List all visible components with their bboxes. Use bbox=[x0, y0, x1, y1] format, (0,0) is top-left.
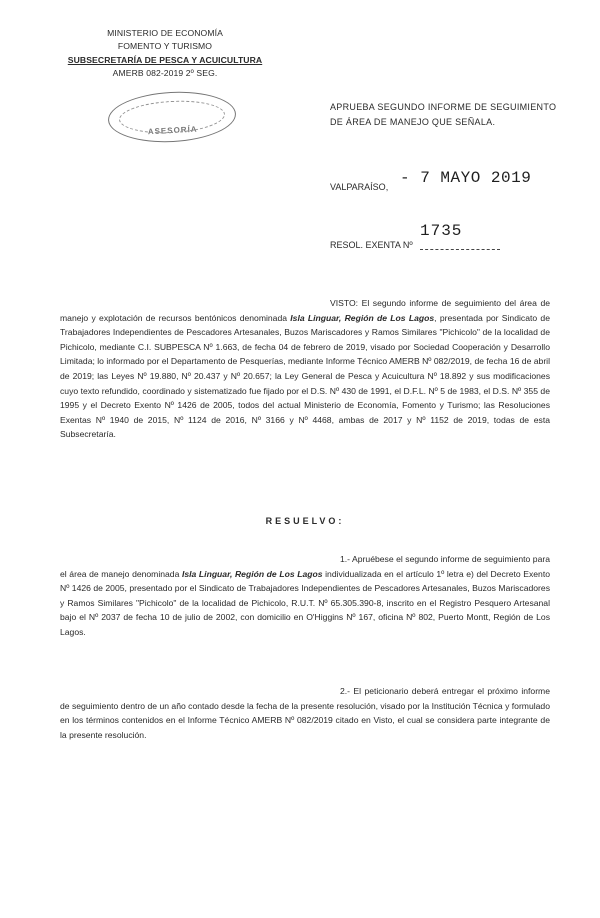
official-stamp bbox=[107, 89, 237, 146]
stamp-ring bbox=[118, 98, 226, 136]
article-2-body: 2.- El peticionario deberá entregar el próximo informe de seguimiento dentro de un año contado desde la fecha de la presente resolución, visado por la Institución Técnica y formulado en los términos contenidos en el Informe Técnico AMERB Nº 082/2019 citado en Visto, el cual se considera parte integrante de la presente resolución. bbox=[60, 686, 550, 740]
resolution-subject: APRUEBA SEGUNDO INFORME DE SEGUIMIENTO DE ÁREA DE MANEJO QUE SEÑALA. bbox=[330, 102, 557, 127]
header-file-ref: AMERB 082-2019 2º SEG. bbox=[112, 68, 218, 78]
visto-area-name: Isla Linguar, Región de Los Lagos bbox=[290, 312, 435, 323]
date-stamp-value: - 7 MAYO 2019 bbox=[400, 169, 532, 187]
visto-body: , presentada por Sindicato de Trabajadores Independientes de Pescadores Artesanales, Buzos Mariscadores y Ramos Similares "Pichicolo" de la localidad de Pichicolo, mediante C.I. SUBPESCA Nº 1.663, de fecha 04 de febrero de 2019, visado por Sociedad Cooperación y Desarrollo Limitada; lo informado por el Departamento de Pesquerías, mediante Informe Técnico AMERB Nº 082/2019, de fecha 16 de abril de 2019; las Leyes Nº 19.880, Nº 20.437 y Nº 20.657; la Ley General de Pesca y Acuicultura Nº 18.892 y sus modificaciones cuyo texto refundido, coordinado y sistematizado fue fijado por el D.S. Nº 430 de 1991, el D.F.L. Nº 5 de 1983, el D.S. Nº 355 de 1995 y el Decreto Exento Nº 1426 de 2005, todos del actual Ministerio de Economía, Fomento y Turismo; las Resoluciones Exentas Nº 1940 de 2015, Nº 1124 de 2016, Nº 3166 y Nº 4468, ambas de 2017 y Nº 1152 de 2019, todas de esta Subsecretaría. bbox=[60, 312, 550, 440]
header-ministry-sub: FOMENTO Y TURISMO bbox=[117, 41, 213, 51]
visto-lead: VISTO: El segundo informe de seguimiento del área de manejo y explotación de recursos bentónicos denominada bbox=[60, 298, 550, 323]
resolution-underline bbox=[420, 249, 500, 250]
stamp-text: ASESORÍA bbox=[147, 124, 198, 137]
header-ministry: MINISTERIO DE ECONOMÍA bbox=[107, 28, 223, 38]
resuelvo-heading: RESUELVO: bbox=[265, 516, 345, 526]
resolution-number: 1735 bbox=[420, 222, 463, 240]
article-1-paragraph bbox=[60, 552, 550, 640]
article-1-lead: 1.- Apruébese el segundo informe de seguimiento para el área de manejo denominada bbox=[60, 554, 550, 579]
article-2-paragraph bbox=[60, 684, 550, 742]
article-1-area-name: Isla Linguar, Región de Los Lagos bbox=[181, 568, 323, 579]
resolution-label: RESOL. EXENTA Nº bbox=[330, 240, 413, 250]
article-1-body: individualizada en el artículo 1º letra e) del Decreto Exento Nº 1426 de 2005, presentado por el Sindicato de Trabajadores Independientes de Pescadores Artesanales, Buzos Mariscadores y Ramos Similares "Pichicolo" de la localidad de Pichicolo, R.U.T. Nº 65.305.390-8, inscrito en el Registro Pesquero Artesanal bajo el Nº 2037 de fecha 10 de julio de 2002, con domicilio en O'Higgins Nº 167, oficina Nº 802, Puerto Montt, Región de Los Lagos. bbox=[60, 568, 551, 637]
date-label: VALPARAÍSO, bbox=[330, 182, 389, 192]
header-undersecretariat: SUBSECRETARÍA DE PESCA Y ACUICULTURA bbox=[67, 55, 263, 65]
visto-paragraph bbox=[60, 296, 550, 442]
